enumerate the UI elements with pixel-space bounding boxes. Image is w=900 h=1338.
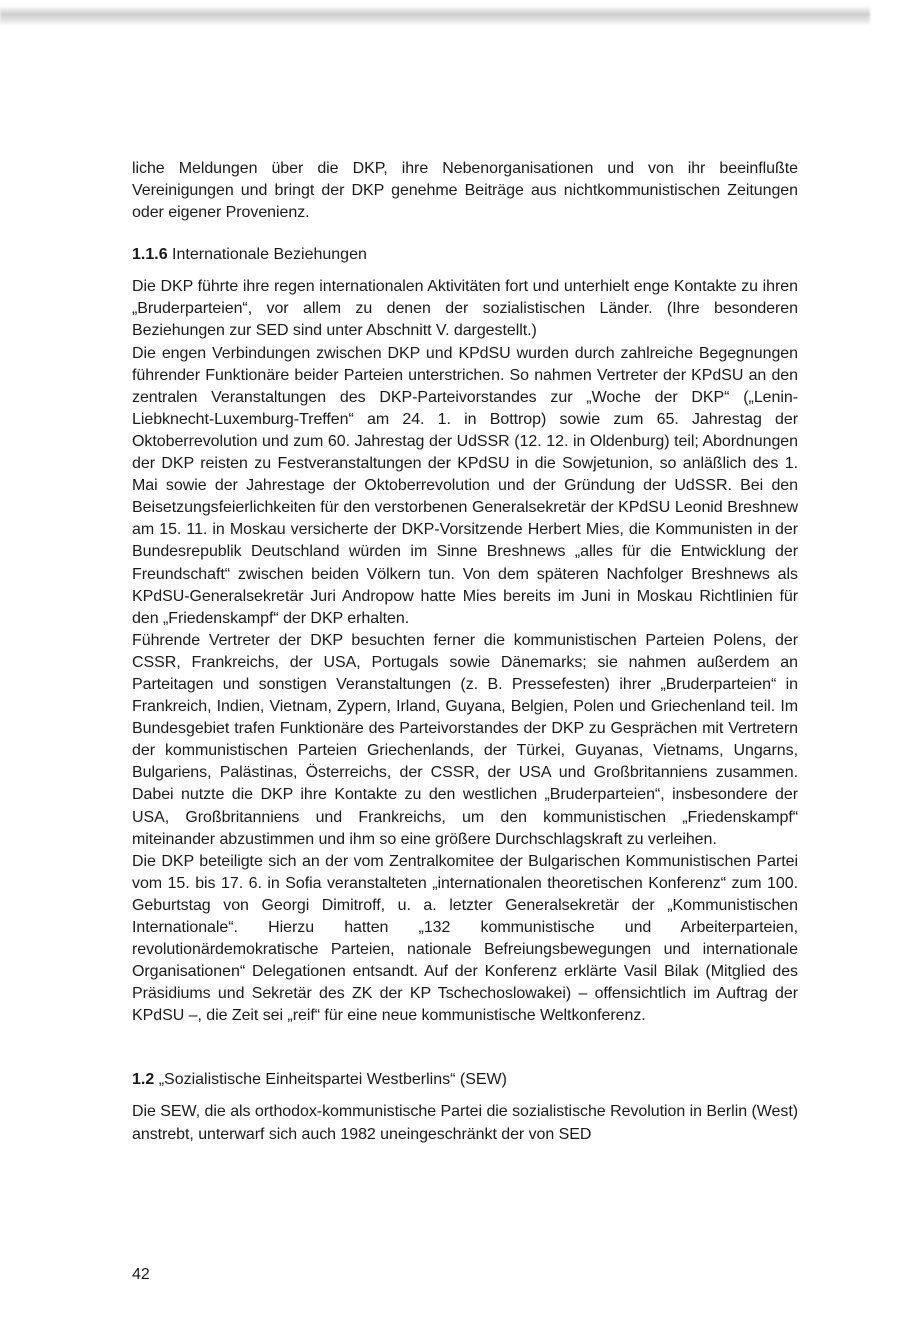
paragraph-international-1: Die DKP führte ihre regen internationalen Aktivitäten fort und unterhielt enge Kontakte zu ihren „Bruderparteien“, vor allem zu denen der sozialistischen Länder. (Ihre besonderen Beziehungen zur SED sind unter Abschnitt V. dargestellt.) <box>132 278 798 340</box>
section-title: Internationale Beziehungen <box>172 246 367 264</box>
page-number: 42 <box>132 1266 150 1283</box>
section-heading-1-2 <box>132 1069 798 1091</box>
scan-edge-shadow <box>0 6 870 24</box>
section-title: „Sozialistische Einheitspartei Westberlins“ (SEW) <box>158 1071 507 1089</box>
paragraph-sew: Die SEW, die als orthodox-kommunistische Partei die sozialistische Revolution in Berlin (West) anstrebt, unterwarf sich auch 1982 uneingeschränkt der von SED <box>132 1103 798 1143</box>
section-number: 1.1.6 <box>132 246 168 264</box>
paragraph-international-3: Führende Vertreter der DKP besuchten ferner die kommunistischen Parteien Polens, der CSSR, Frankreichs, der USA, Portugals sowie Dänemarks; sie nahmen außerdem an Parteitagen und sonstigen Veranstaltungen (z. B. Pressefesten) ihrer „Bruderparteien“ in Frankreich, Indien, Vietnam, Zypern, Irland, Guyana, Belgien, Polen und Griechenland teil. Im Bundesgebiet trafen Funktionäre des Parteivorstandes der DKP zu Gesprächen mit Vertretern der kommunistischen Parteien Griechenlands, der Türkei, Guyanas, Vietnams, Ungarns, Bulgariens, Palästinas, Österreichs, der CSSR, der USA und Großbritanniens zusammen. Dabei nutzte die DKP ihre Kontakte zu den westlichen „Bruderparteien“, insbesondere der USA, Großbritanniens und Frankreichs, um den kommunistischen „Friedenskampf“ miteinander abzustimmen und ihm so eine größere Durchschlagskraft zu verleihen. <box>132 631 798 848</box>
document-body <box>132 158 798 1146</box>
section-number: 1.2 <box>132 1071 155 1089</box>
paragraph-international-2: Die engen Verbindungen zwischen DKP und KPdSU wurden durch zahlreiche Begegnungen führender Funktionäre beider Parteien unterstrichen. So nahmen Vertreter der KPdSU an den zentralen Veranstaltungen des DKP-Parteivorstandes zur „Woche der DKP“ („Lenin-Liebknecht-Luxemburg-Treffen“ am 24. 1. in Bottrop) sowie zum 65. Jahrestag der Oktoberrevolution und zum 60. Jahrestag der UdSSR (12. 12. in Oldenburg) teil; Abordnungen der DKP reisten zu Festveranstaltungen der KPdSU in die Sowjetunion, so anläßlich des 1. Mai sowie der Jahrestage der Oktoberrevolution und der Gründung der UdSSR. Bei den Beisetzungsfeierlichkeiten für den verstorbenen Generalsekretär der KPdSU Leonid Breshnew am 15. 11. in Moskau versicherte der DKP-Vorsitzende Herbert Mies, die Kommunisten in der Bundesrepublik Deutschland würden im Sinne Breshnews „alles für die Entwicklung der Freundschaft“ zwischen beiden Völkern tun. Von dem späteren Nachfolger Breshnews als KPdSU-Generalsekretär Juri Andropow hatte Mies bereits im Juni in Moskau Richtlinien für den „Friedenskampf“ der DKP erhalten. <box>132 344 798 627</box>
intro-paragraph: liche Meldungen über die DKP, ihre Nebenorganisationen und von ihr beeinflußte Vereinigungen und bringt der DKP genehme Beiträge aus nichtkommunistischen Zeitungen oder eigener Provenienz. <box>132 160 798 222</box>
paragraph-international-4: Die DKP beteiligte sich an der vom Zentralkomitee der Bulgarischen Kommunistischen Partei vom 15. bis 17. 6. in Sofia veranstalteten „internationalen theoretischen Konferenz“ zum 100. Geburtstag von Georgi Dimitroff, u. a. letzter Generalsekretär der „Kommunistischen Internationale“. Hierzu hatten „132 kommunistische und Arbeiterparteien, revolutionärdemokratische Parteien, nationale Befreiungsbewegungen und internationale Organisationen“ Delegationen entsandt. Auf der Konferenz erklärte Vasil Bilak (Mitglied des Präsidiums und Sekretär des ZK der KP Tschechoslowakei) – offensichtlich im Auftrag der KPdSU –, die Zeit sei „reif“ für eine neue kommunistische Weltkonferenz. <box>132 852 798 1025</box>
section-heading-1-1-6 <box>132 244 798 266</box>
